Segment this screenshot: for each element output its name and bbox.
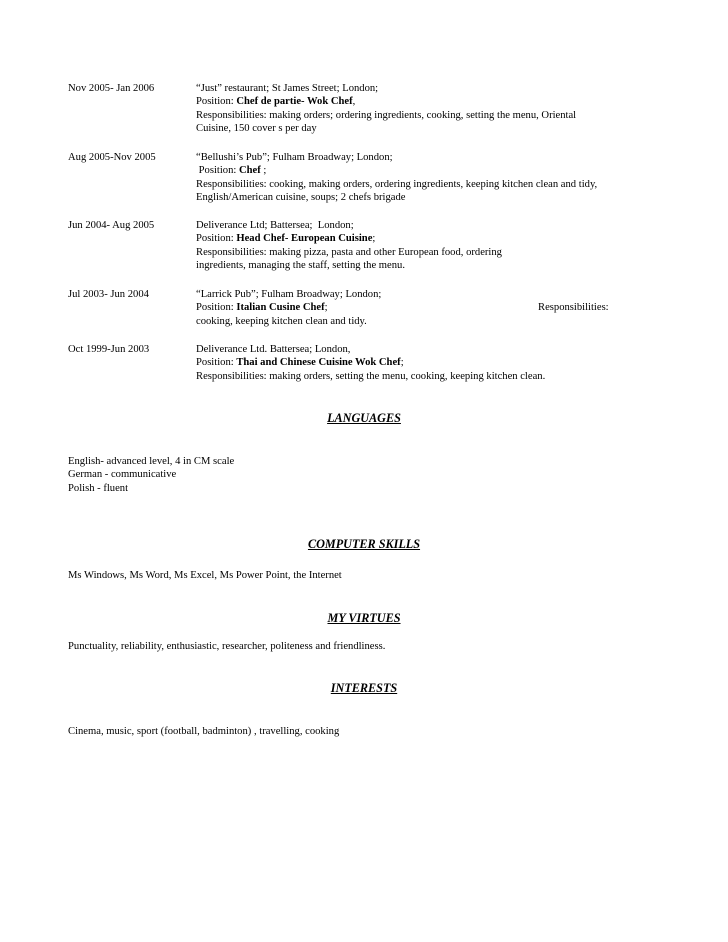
job-responsibilities-cont: cooking, keeping kitchen clean and tidy. xyxy=(196,315,367,327)
job-date: Jul 2003- Jun 2004 xyxy=(68,289,149,300)
computer-skills-heading: COMPUTER SKILLS xyxy=(307,537,421,551)
job-details xyxy=(196,343,688,383)
job-responsibilities: Responsibilities: making orders; ordering ingredients, cooking, setting the menu, Oriental xyxy=(196,109,577,121)
job-details xyxy=(196,219,688,273)
job-responsibilities: Responsibilities: making pizza, pasta and other European food, ordering xyxy=(196,246,502,258)
position-title: Thai and Chinese Cuisine Wok Chef xyxy=(236,357,401,369)
position-suffix: , xyxy=(352,96,356,108)
position-suffix: ; xyxy=(260,165,267,177)
language-item: English- advanced level, 4 in CM scale xyxy=(68,456,235,467)
job-responsibilities: Responsibilities: making orders, setting the menu, cooking, keeping kitchen clean. xyxy=(196,370,546,382)
job-position xyxy=(196,356,688,369)
job-place: “Just” restaurant; St James Street; London; xyxy=(196,83,379,94)
virtues-text: Punctuality, reliability, enthusiastic, researcher, politeness and friendliness. xyxy=(68,641,386,652)
position-title: Chef xyxy=(238,165,261,177)
job-place: Deliverance Ltd; Battersea; London; xyxy=(196,220,354,231)
job-details xyxy=(196,151,688,205)
job-date: Nov 2005- Jan 2006 xyxy=(68,83,155,94)
job-place: Deliverance Ltd. Battersea; London, xyxy=(196,344,351,355)
job-date: Jun 2004- Aug 2005 xyxy=(68,220,155,231)
job-place: “Bellushi’s Pub”; Fulham Broadway; London; xyxy=(196,152,393,163)
position-title: Italian Cusine Chef xyxy=(236,302,325,314)
languages-heading: LANGUAGES xyxy=(327,411,401,425)
position-label: Position: xyxy=(196,357,237,369)
position-label: Position: xyxy=(196,302,237,314)
position-label: Position: xyxy=(196,96,237,108)
job-date: Oct 1999-Jun 2003 xyxy=(68,344,150,355)
computer-skills-text: Ms Windows, Ms Word, Ms Excel, Ms Power Point, the Internet xyxy=(68,570,342,581)
position-suffix: ; xyxy=(324,302,328,314)
job-date: Aug 2005-Nov 2005 xyxy=(68,152,156,163)
virtues-heading: MY VIRTUES xyxy=(327,611,401,625)
interests-heading: INTERESTS xyxy=(330,681,398,695)
position-label: Position: xyxy=(196,165,239,177)
position-title: Chef de partie- Wok Chef xyxy=(236,96,353,108)
interests-text: Cinema, music, sport (football, badminton) , travelling, cooking xyxy=(68,726,340,737)
job-responsibilities: Responsibilities: cooking, making orders, ordering ingredients, keeping kitchen clean and tidy, xyxy=(196,178,598,190)
job-responsibilities-cont: ingredients, managing the staff, setting the menu. xyxy=(196,260,405,272)
languages-list xyxy=(68,455,234,495)
job-position xyxy=(196,164,688,177)
job-details xyxy=(196,82,688,136)
job-position xyxy=(196,232,688,245)
position-suffix: ; xyxy=(400,357,404,369)
position-label: Position: xyxy=(196,233,237,245)
job-position xyxy=(196,95,688,108)
job-details xyxy=(196,288,688,328)
job-place: “Larrick Pub”; Fulham Broadway; London; xyxy=(196,289,382,300)
position-suffix: ; xyxy=(372,233,376,245)
language-item: Polish - fluent xyxy=(68,482,129,494)
language-item: German - communicative xyxy=(68,469,177,481)
job-responsibilities-label: Responsibilities: xyxy=(538,302,609,314)
job-responsibilities-cont: English/American cuisine, soups; 2 chefs brigade xyxy=(196,192,406,204)
position-title: Head Chef- European Cuisine xyxy=(236,233,373,245)
job-responsibilities-cont: Cuisine, 150 cover s per day xyxy=(196,123,317,135)
job-position xyxy=(196,301,688,314)
